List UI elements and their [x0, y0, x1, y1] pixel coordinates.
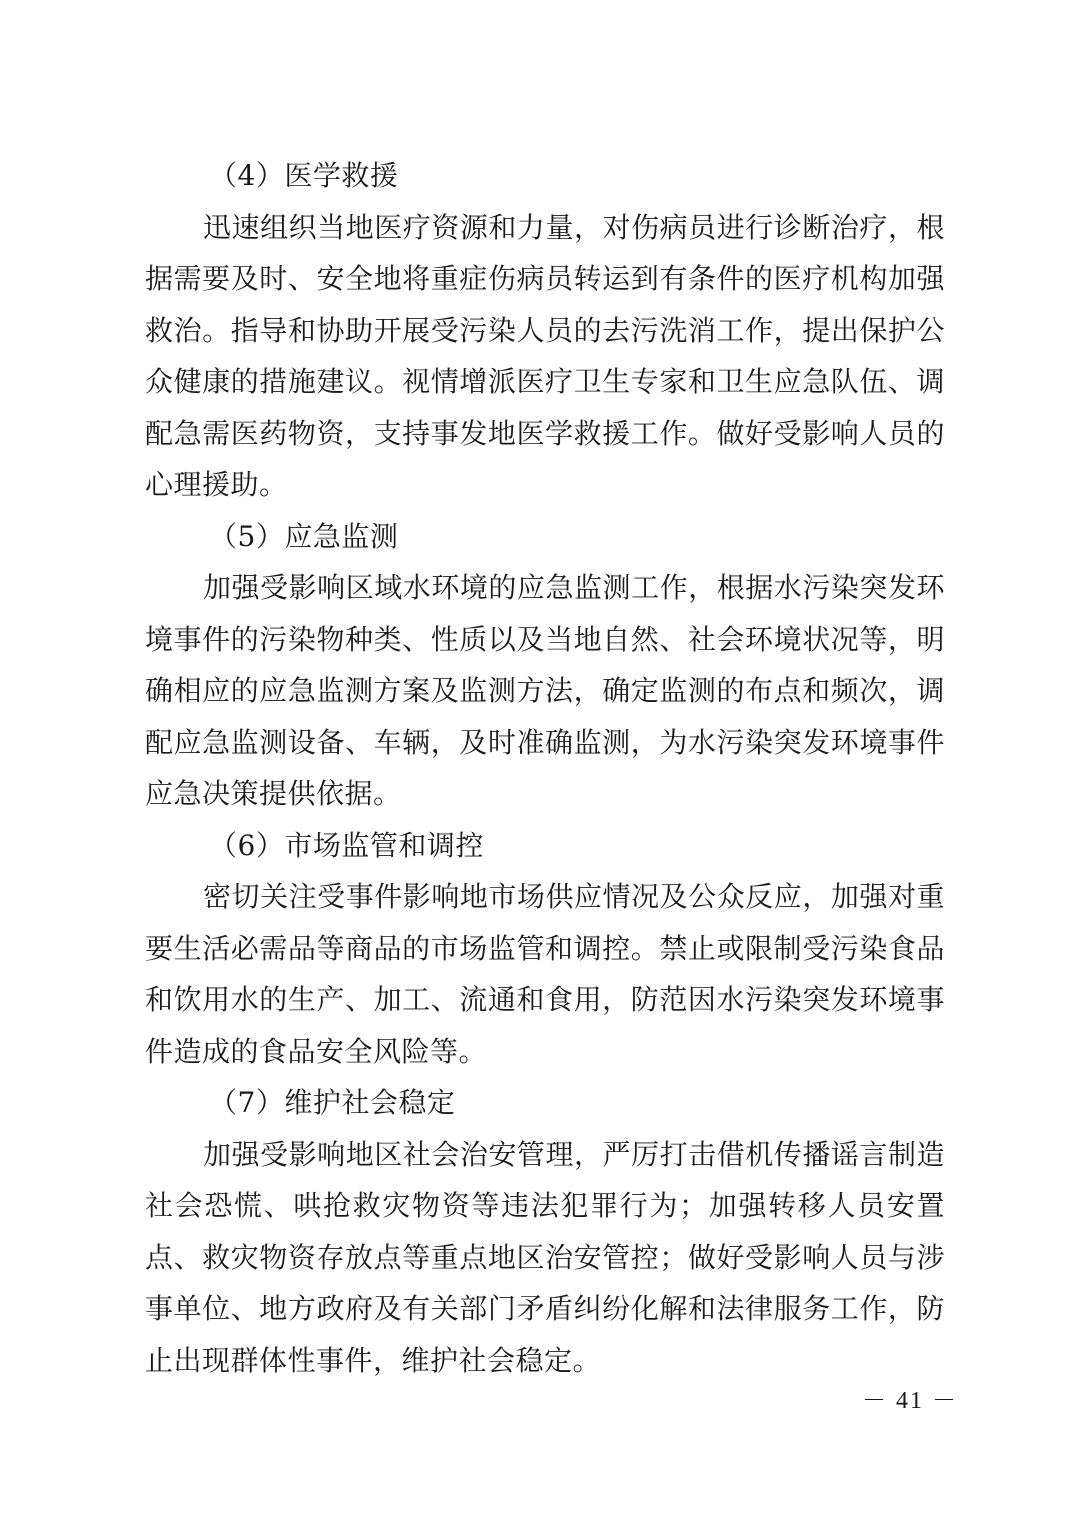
document-body: [145, 150, 945, 1386]
section-body-social-stability: 加强受影响地区社会治安管理，严厉打击借机传播谣言制造社会恐慌、哄抢救灾物资等违法犯罪行为；加强转移人员安置点、救灾物资存放点等重点地区治安管控；做好受影响人员与涉事单位、地方政府及有关部门矛盾纠纷化解和法律服务工作，防止出现群体性事件，维护社会稳定。: [145, 1137, 945, 1377]
section-heading-medical-rescue: （4）医学救援: [209, 159, 399, 192]
section-body-market-regulation: 密切关注受事件影响地市场供应情况及公众反应，加强对重要生活必需品等商品的市场监管和调控。禁止或限制受污染食品和饮用水的生产、加工、流通和食用，防范因水污染突发环境事件造成的食品安全风险等。: [145, 880, 945, 1068]
section-heading-market-regulation: （6）市场监管和调控: [209, 828, 484, 862]
section-body-medical-rescue: 迅速组织当地医疗资源和力量，对伤病员进行诊断治疗，根据需要及时、安全地将重症伤病员转运到有条件的医疗机构加强救治。指导和协助开展受污染人员的去污洗消工作，提出保护公众健康的措施建议。视情增派医疗卫生专家和卫生应急队伍、调配急需医药物资，支持事发地医学救援工作。做好受影响人员的心理援助。: [145, 210, 945, 501]
page-number: － 41 －: [862, 1388, 958, 1414]
section-heading-emergency-monitoring: （5）应急监测: [209, 519, 399, 553]
section-heading-social-stability: （7）维护社会稳定: [209, 1086, 456, 1119]
section-body-emergency-monitoring: 加强受影响区域水环境的应急监测工作，根据水污染突发环境事件的污染物种类、性质以及当地自然、社会环境状况等，明确相应的应急监测方案及监测方法，确定监测的布点和频次，调配应急监测设备、车辆，及时准确监测，为水污染突发环境事件应急决策提供依据。: [145, 571, 945, 810]
